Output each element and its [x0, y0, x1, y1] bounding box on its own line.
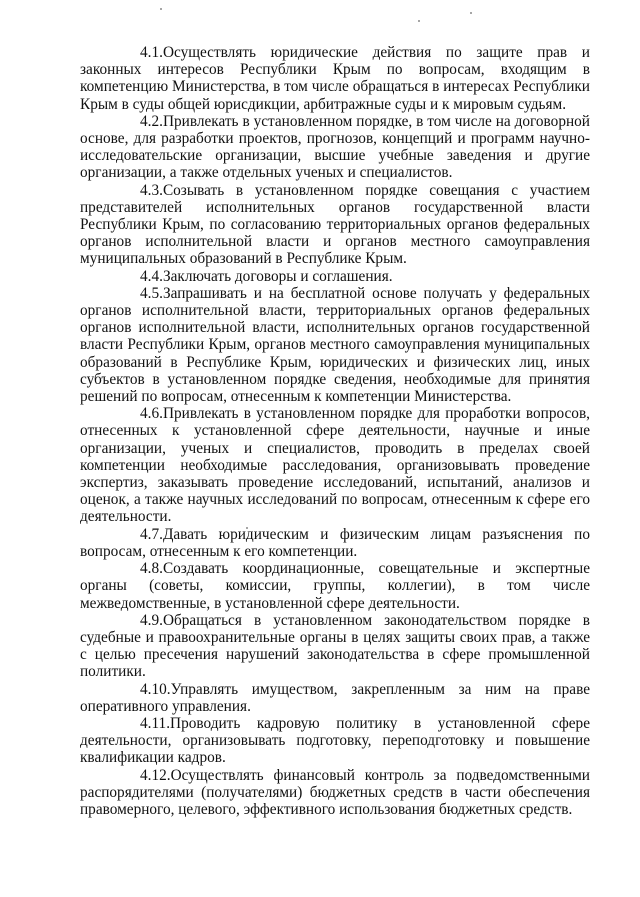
paragraph-text: Обращаться в установленном законодательством порядке в судебные и правоохранительные органы в целях защиты своих прав, а также с целью пресечения нарушений законодательства в сфере промышленной политики. [80, 611, 590, 681]
paragraph-text: Осуществлять юридические действия по защите прав и законных интересов Республики Крым по вопросам, входящим в компетенцию Министерства, в том числе обращаться в интересах Республики Крым в суды общей юрисдикции, арбитражные суды и к мировым судьям. [80, 44, 590, 113]
paragraph-number: 4.8. [140, 560, 163, 578]
document-body [80, 44, 590, 818]
paragraph-number: 4.9. [140, 611, 163, 629]
paragraph-4-3 [80, 182, 590, 268]
paragraph-text: Заключать договоры и соглашения. [162, 267, 393, 285]
scan-speck [160, 8, 162, 10]
paragraph-number: 4.1. [140, 44, 163, 61]
paragraph-number: 4.5. [140, 284, 163, 302]
paragraph-4-8 [80, 560, 590, 612]
paragraph-text: Привлекать в установленном порядке, в том числе на договорной основе, для разработки проектов, прогнозов, концепций и программ научно-исследовательские организации, высшие учебные заведения и другие организации, а также отдельных ученых и специалистов. [80, 112, 590, 182]
paragraph-4-12 [80, 767, 590, 819]
scan-speck [418, 20, 420, 22]
paragraph-4-1 [80, 44, 590, 113]
paragraph-text: Созывать в установленном порядке совещания с участием представителей исполнительных органов государственной власти Республики Крым, по согласованию территориальных органов федеральных органов исполнительной власти и органов местного самоуправления муниципальных образований в Республике Крым. [80, 181, 590, 268]
paragraph-4-9 [80, 612, 590, 681]
paragraph-4-11 [80, 715, 590, 767]
paragraph-text: Давать юридическим и физическим лицам разъяснения по вопросам, отнесенным к его компетенции. [80, 525, 590, 560]
paragraph-4-2 [80, 113, 590, 182]
scan-speck [470, 12, 472, 14]
paragraph-text: Привлекать в установленном порядке для проработки вопросов, отнесенных к установленной сфере деятельности, научные и иные организации, ученых и специалистов, проводить в пределах своей компетенции необходимые расследования, организовывать проведение экспертиз, заказывать проведение исследований, испытаний, анализов и оценок, а также научных исследований по вопросам, отнесенным к сфере его деятельности. [80, 405, 590, 526]
paragraph-4-7 [80, 526, 590, 560]
paragraph-number: 4.11. [140, 714, 171, 732]
paragraph-4-5 [80, 285, 590, 405]
paragraph-number: 4.7. [140, 525, 163, 543]
paragraph-number: 4.10. [140, 680, 171, 698]
paragraph-number: 4.2. [140, 112, 163, 130]
paragraph-4-6 [80, 405, 590, 525]
paragraph-number: 4.4. [140, 267, 163, 285]
paragraph-text: Управлять имуществом, закрепленным за ним на праве оперативного управления. [80, 680, 590, 715]
paragraph-number: 4.6. [140, 405, 163, 423]
paragraph-number: 4.12. [140, 766, 171, 784]
paragraph-text: Осуществлять финансовый контроль за подведомственными распорядителями (получателями) бюджетных средств в части обеспечения правомерного, целевого, эффективного использования бюджетных средств. [80, 766, 590, 818]
paragraph-text: Проводить кадровую политику в установленной сфере деятельности, организовывать подготовку, переподготовку и повышение квалификации кадров. [80, 714, 590, 767]
paragraph-4-10 [80, 681, 590, 715]
paragraph-text: Запрашивать и на бесплатной основе получать у федеральных органов исполнительной власти, территориальных органов федеральных органов исполнительной власти, исполнительных органов государственной власти Республики Крым, органов местного самоуправления муниципальных образований в Республике Крым, юридических и физических лиц, иных субъектов в установленном порядке сведения, необходимые для принятия решений по вопросам, отнесенным к компетенции Министерства. [80, 284, 590, 406]
paragraph-4-4 [80, 268, 590, 285]
paragraph-text: Создавать координационные, совещательные и экспертные органы (советы, комиссии, группы, коллегии), в том числе межведомственные, в установленной сфере деятельности. [80, 560, 590, 612]
paragraph-number: 4.3. [140, 181, 163, 199]
